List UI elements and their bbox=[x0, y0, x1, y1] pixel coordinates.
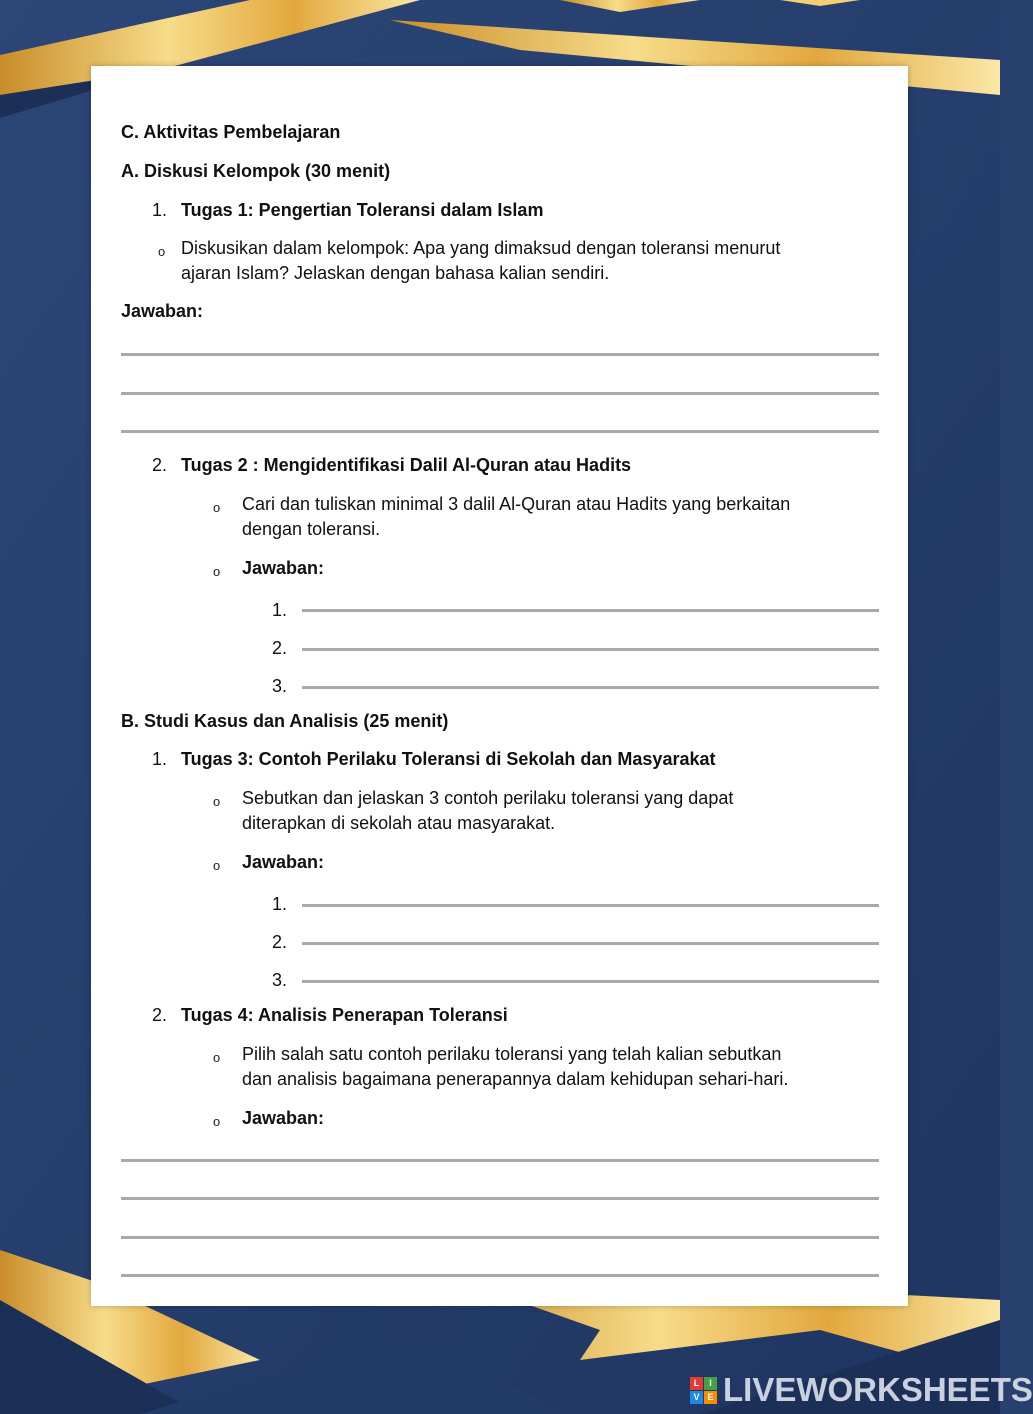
task2-number: 2. bbox=[152, 455, 168, 475]
task2-answer-bullet-icon: o bbox=[213, 564, 221, 579]
task3-answer-input-3[interactable] bbox=[302, 980, 879, 983]
task1-answer-label: Jawaban: bbox=[121, 301, 204, 321]
task1-answer-line[interactable] bbox=[121, 353, 879, 356]
task1-prompt-line2: ajaran Islam? Jelaskan dengan bahasa kalian sendiri. bbox=[181, 263, 610, 283]
section-a-title: A. Diskusi Kelompok (30 menit) bbox=[121, 161, 391, 181]
section-b-title: B. Studi Kasus dan Analisis (25 menit) bbox=[121, 711, 449, 731]
section-c-title: C. Aktivitas Pembelajaran bbox=[121, 122, 341, 142]
task2-item-number: 3. bbox=[272, 676, 288, 696]
liveworksheets-wordmark: LIVEWORKSHEETS bbox=[723, 1371, 1033, 1408]
task1-prompt-line1: Diskusikan dalam kelompok: Apa yang dimaksud dengan toleransi menurut bbox=[181, 238, 781, 258]
task1-bullet-icon: o bbox=[158, 244, 166, 259]
task3-bullet-icon: o bbox=[213, 794, 221, 809]
task2-item-number: 1. bbox=[272, 600, 288, 620]
task1-answer-line[interactable] bbox=[121, 430, 879, 433]
task2-title: Tugas 2 : Mengidentifikasi Dalil Al-Quran atau Hadits bbox=[181, 455, 632, 475]
task3-title: Tugas 3: Contoh Perilaku Toleransi di Sekolah dan Masyarakat bbox=[181, 749, 716, 769]
task4-prompt-line1: Pilih salah satu contoh perilaku toleransi yang telah kalian sebutkan bbox=[242, 1044, 782, 1064]
task4-answer-bullet-icon: o bbox=[213, 1114, 221, 1129]
logo-letter: E bbox=[704, 1391, 717, 1404]
task3-item-number: 1. bbox=[272, 894, 288, 914]
task3-prompt-line2: diterapkan di sekolah atau masyarakat. bbox=[242, 813, 556, 833]
task4-answer-line[interactable] bbox=[121, 1197, 879, 1200]
task2-prompt-line1: Cari dan tuliskan minimal 3 dalil Al-Quran atau Hadits yang berkaitan bbox=[242, 494, 791, 514]
task3-prompt-line1: Sebutkan dan jelaskan 3 contoh perilaku toleransi yang dapat bbox=[242, 788, 734, 808]
task3-item-number: 2. bbox=[272, 932, 288, 952]
task2-answer-input-3[interactable] bbox=[302, 686, 879, 689]
task1-number: 1. bbox=[152, 200, 168, 220]
task3-item-number: 3. bbox=[272, 970, 288, 990]
task2-answer-input-2[interactable] bbox=[302, 648, 879, 651]
task4-answer-label: Jawaban: bbox=[242, 1108, 325, 1128]
task2-answer-label: Jawaban: bbox=[242, 558, 325, 578]
logo-letter: L bbox=[690, 1377, 703, 1390]
task4-prompt-line2: dan analisis bagaimana penerapannya dalam kehidupan sehari-hari. bbox=[242, 1069, 789, 1089]
task2-prompt-line2: dengan toleransi. bbox=[242, 519, 381, 539]
task4-answer-line[interactable] bbox=[121, 1274, 879, 1277]
task3-answer-label: Jawaban: bbox=[242, 852, 325, 872]
task1-answer-line[interactable] bbox=[121, 392, 879, 395]
task2-answer-input-1[interactable] bbox=[302, 609, 879, 612]
task1-title: Tugas 1: Pengertian Toleransi dalam Islam bbox=[181, 200, 544, 220]
liveworksheets-logo-icon bbox=[690, 1377, 717, 1404]
logo-letter: I bbox=[704, 1377, 717, 1390]
task3-number: 1. bbox=[152, 749, 168, 769]
task4-answer-line[interactable] bbox=[121, 1236, 879, 1239]
task2-bullet-icon: o bbox=[213, 500, 221, 515]
task3-answer-input-2[interactable] bbox=[302, 942, 879, 945]
task3-answer-bullet-icon: o bbox=[213, 858, 221, 873]
logo-letter: V bbox=[690, 1391, 703, 1404]
task4-title: Tugas 4: Analisis Penerapan Toleransi bbox=[181, 1005, 508, 1025]
task4-bullet-icon: o bbox=[213, 1050, 221, 1065]
task4-number: 2. bbox=[152, 1005, 168, 1025]
task2-item-number: 2. bbox=[272, 638, 288, 658]
liveworksheets-logo bbox=[690, 1372, 1033, 1408]
task3-answer-input-1[interactable] bbox=[302, 904, 879, 907]
task4-answer-line[interactable] bbox=[121, 1159, 879, 1162]
